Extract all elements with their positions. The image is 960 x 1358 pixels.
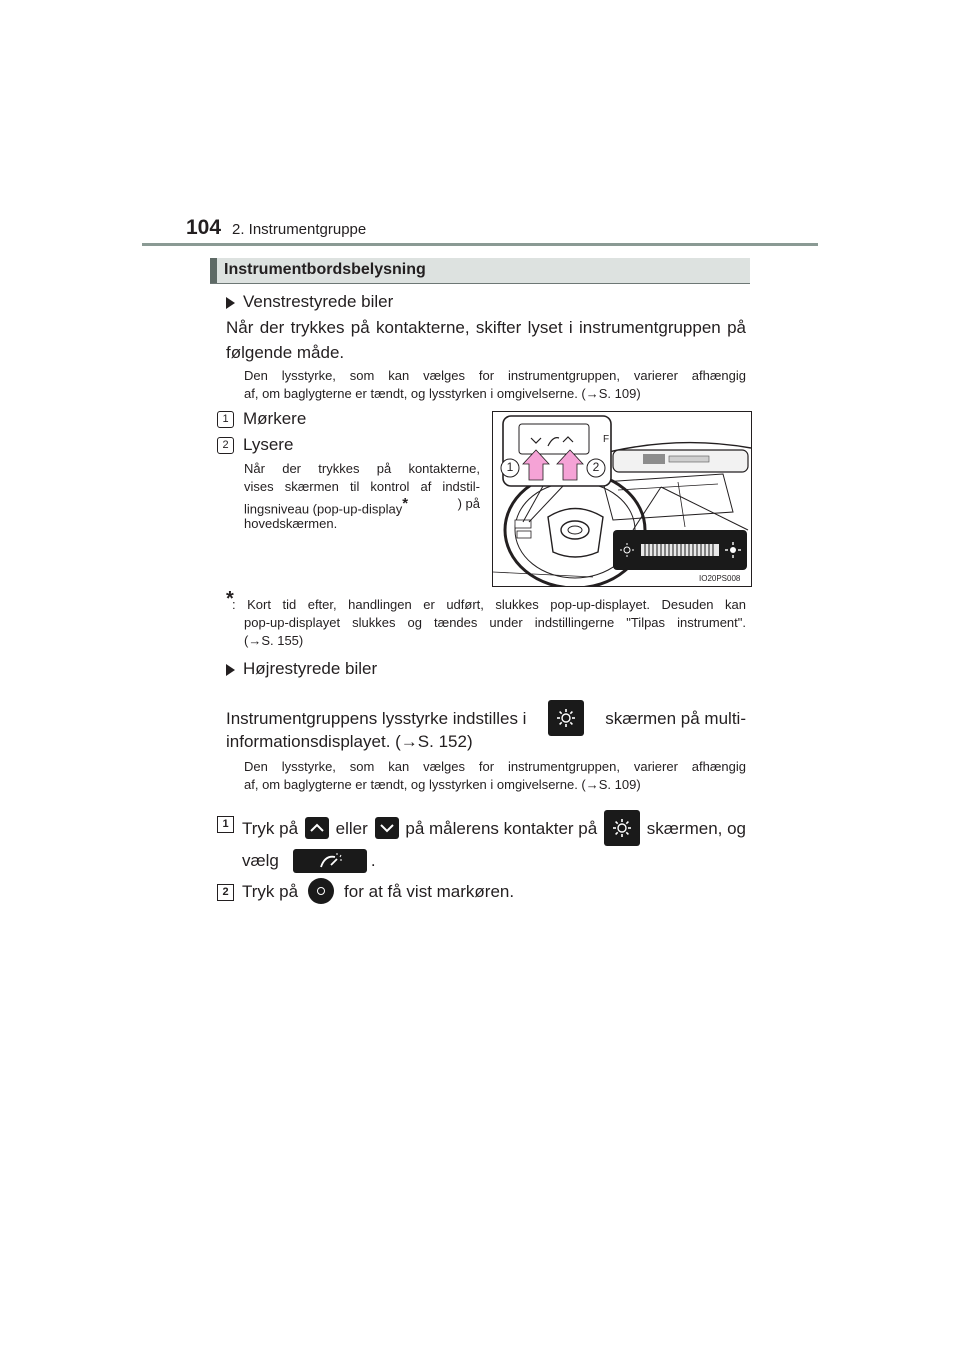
popup-line4: hovedskærmen. (244, 516, 338, 531)
left-drive-note-line2: af, om baglygterne er tændt, og lysstyrken i omgivelserne. (→S. 109) (244, 386, 641, 401)
triangle-bullet-icon (226, 664, 235, 676)
image-code: IO20PS008 (699, 574, 741, 583)
popup-line2: vises skærmen til kontrol af indstil- (244, 479, 480, 494)
dashboard-illustration (492, 411, 752, 587)
triangle-bullet-icon (226, 297, 235, 309)
step-number-2: 2 (217, 884, 234, 901)
gear-settings-icon (548, 700, 584, 736)
step-2-text-a: Tryk på (242, 881, 299, 901)
step-1-text-d: skærmen, og (646, 818, 746, 838)
step-1-text-c: på målerens kontakter på (405, 818, 598, 838)
right-drive-heading (226, 656, 377, 681)
svg-text:F: F (603, 434, 610, 445)
chapter-title: 2. Instrumentgruppe (232, 221, 367, 238)
step-number-1: 1 (217, 816, 234, 833)
section-heading-bar (210, 258, 217, 284)
left-drive-heading-text: Venstrestyrede biler (243, 292, 394, 311)
footnote-line1: : Kort tid efter, handlingen er udført, slukkes pop-up-displayet. Desuden kan (232, 597, 746, 612)
step-2-line (242, 878, 514, 904)
left-drive-note-line1: Den lysstyrke, som kan vælges for instrumentgruppen, varierer afhængig (244, 368, 746, 383)
left-drive-intro-line1: Når der trykkes på kontakterne, skifter lyset i instrumentgruppen på (226, 318, 746, 337)
item-label-lighter: Lysere (243, 435, 294, 454)
item-number-1: 1 (217, 411, 234, 428)
step-1-text-e: vælg (242, 851, 279, 870)
step-1-text-a: Tryk på (242, 818, 299, 838)
left-drive-heading (226, 289, 393, 314)
footnote-line2: pop-up-displayet slukkes og tændes under indstillingerne "Tilpas instrument". (244, 615, 746, 630)
item-label-darker: Mørkere (243, 409, 307, 428)
right-drive-text-line2: informationsdisplayet. (→S. 152) (226, 732, 473, 751)
brightness-gauge-icon (293, 849, 367, 873)
dashboard-drawing (493, 412, 751, 586)
popup-line3-text: lingsniveau (pop-up-display (244, 501, 403, 517)
right-drive-heading-text: Højrestyrede biler (243, 659, 378, 678)
callout-1: 1 (506, 460, 514, 474)
ok-button-icon (308, 878, 334, 904)
popup-asterisk: * (402, 495, 409, 512)
step-2-text-b: for at få vist markøren. (344, 881, 515, 901)
step-1-line1 (242, 810, 746, 846)
left-drive-intro-line2: følgende måde. (226, 343, 345, 362)
popup-line3-end: ) på (457, 496, 480, 511)
step-1-line2 (242, 848, 376, 873)
section-title: Instrumentbordsbelysning (224, 261, 426, 278)
footnote-mark: * (226, 588, 234, 610)
page-number: 104 (186, 216, 222, 239)
step-1-text-b: eller (335, 818, 368, 838)
item-number-2: 2 (217, 437, 234, 454)
chevron-down-icon (375, 817, 399, 839)
gear-settings-icon (604, 810, 640, 846)
header-rule (142, 243, 818, 246)
right-drive-text-part2: skærmen på multi- (605, 708, 746, 728)
footnote-line3: (→S. 155) (244, 633, 304, 648)
right-drive-note-line1: Den lysstyrke, som kan vælges for instrumentgruppen, varierer afhængig (244, 759, 746, 774)
callout-2: 2 (592, 460, 600, 474)
popup-line1: Når der trykkes på kontakterne, (244, 461, 480, 476)
section-underline (210, 283, 750, 284)
right-drive-text-part1: Instrumentgruppens lysstyrke indstilles i (226, 708, 527, 728)
right-drive-note-line2: af, om baglygterne er tændt, og lysstyrken i omgivelserne. (→S. 109) (244, 777, 641, 792)
chevron-up-icon (305, 817, 329, 839)
step-1-text-f: . (370, 851, 376, 870)
